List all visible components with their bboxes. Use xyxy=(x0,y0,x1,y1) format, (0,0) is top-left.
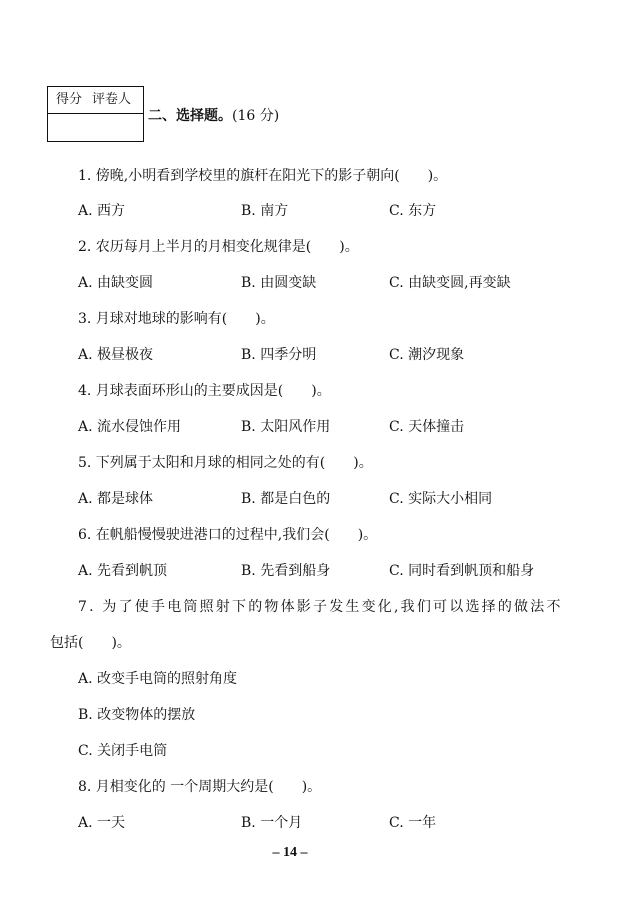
q2-option-b: B. 由圆变缺 xyxy=(241,275,317,291)
question-7-continued: 包括( )。 xyxy=(50,635,131,651)
q8-option-c: C. 一年 xyxy=(389,815,437,831)
q8-option-b: B. 一个月 xyxy=(241,815,303,831)
question-3: 3. 月球对地球的影响有( )。 xyxy=(78,311,275,327)
q5-option-b: B. 都是白色的 xyxy=(241,491,331,507)
q1-option-a: A. 西方 xyxy=(78,203,126,219)
q6-option-a: A. 先看到帆顶 xyxy=(78,563,168,579)
page-number: – 14 – xyxy=(272,845,308,860)
question-2: 2. 农历每月上半月的月相变化规律是( )。 xyxy=(78,239,359,255)
score-label: 得分 xyxy=(56,92,83,107)
q3-option-b: B. 四季分明 xyxy=(241,347,317,363)
q1-option-c: C. 东方 xyxy=(389,203,437,219)
question-1: 1. 傍晚,小明看到学校里的旗杆在阳光下的影子朝向( )。 xyxy=(78,168,448,184)
score-box-header xyxy=(48,87,143,114)
q3-option-a: A. 极昼极夜 xyxy=(78,347,154,363)
q6-option-b: B. 先看到船身 xyxy=(241,563,331,579)
q7-option-c: C. 关闭手电筒 xyxy=(78,743,168,759)
q3-option-c: C. 潮汐现象 xyxy=(389,347,465,363)
q4-option-b: B. 太阳风作用 xyxy=(241,419,331,435)
q4-option-a: A. 流水侵蚀作用 xyxy=(78,419,182,435)
q5-option-c: C. 实际大小相同 xyxy=(389,491,493,507)
q2-option-c: C. 由缺变圆,再变缺 xyxy=(389,275,511,291)
section-title-text: 二、选择题。 xyxy=(148,108,232,124)
question-4: 4. 月球表面环形山的主要成因是( )。 xyxy=(78,383,331,399)
q4-option-c: C. 天体撞击 xyxy=(389,419,465,435)
question-8: 8. 月相变化的 一个周期大约是( )。 xyxy=(78,779,322,795)
section-points: (16 分) xyxy=(232,108,280,124)
question-6: 6. 在帆船慢慢驶进港口的过程中,我们会( )。 xyxy=(78,527,378,543)
q7-option-a: A. 改变手电筒的照射角度 xyxy=(78,671,238,687)
section-title xyxy=(148,107,279,125)
score-box xyxy=(47,86,144,142)
q8-option-a: A. 一天 xyxy=(78,815,126,831)
grader-label: 评卷人 xyxy=(92,92,132,107)
q5-option-a: A. 都是球体 xyxy=(78,491,154,507)
question-7: 7. 为了使手电筒照射下的物体影子发生变化,我们可以选择的做法不 xyxy=(78,599,563,615)
question-5: 5. 下列属于太阳和月球的相同之处的有( )。 xyxy=(78,455,373,471)
q1-option-b: B. 南方 xyxy=(241,203,289,219)
q2-option-a: A. 由缺变圆 xyxy=(78,275,154,291)
q6-option-c: C. 同时看到帆顶和船身 xyxy=(389,563,535,579)
q7-option-b: B. 改变物体的摆放 xyxy=(78,707,196,723)
